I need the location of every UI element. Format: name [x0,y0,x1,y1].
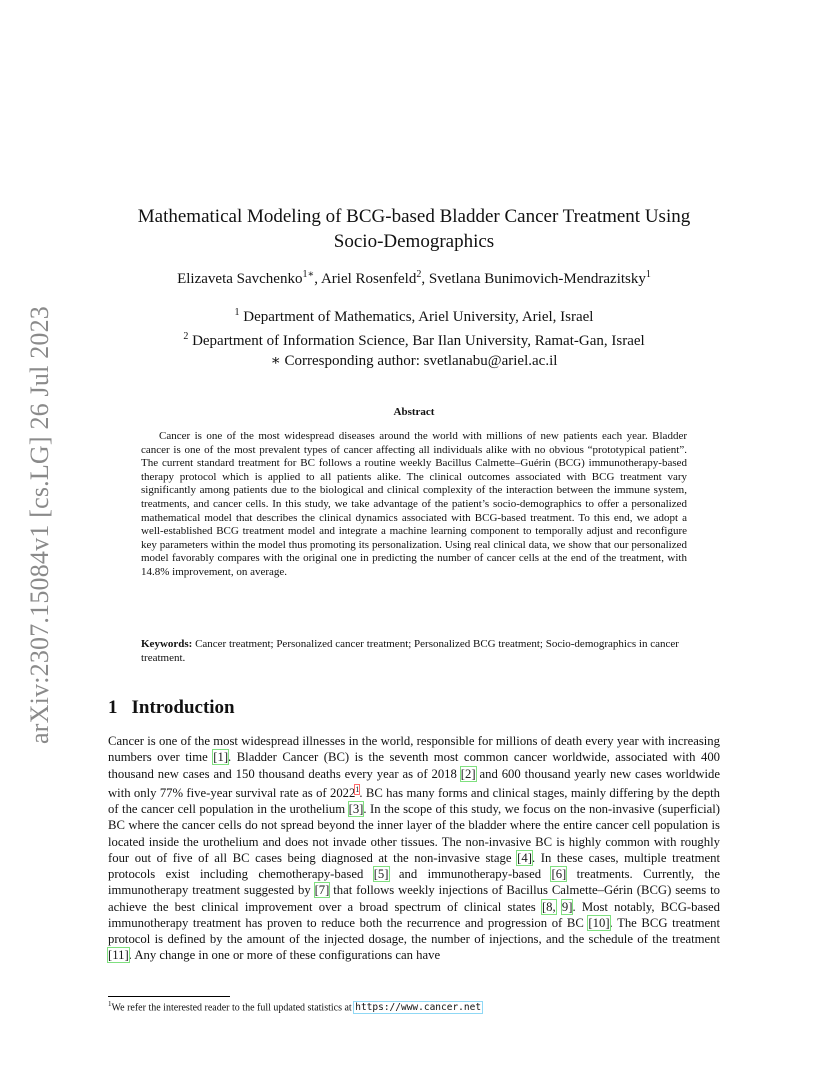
citation-link[interactable]: [8, [541,899,556,914]
arxiv-side-identifier [22,290,58,760]
keywords-label: Keywords: [141,638,193,650]
title-line-1: Mathematical Modeling of BCG-based Bladder Cancer Treatment Using [137,206,691,227]
keywords-text: Cancer treatment; Personalized cancer treatment; Personalized BCG treatment; Socio-demographics in cancer treatment. [141,638,679,664]
citation-link[interactable]: [3] [348,802,364,817]
keywords [141,637,687,665]
author-3-mark: 1 [645,269,651,280]
citation-link[interactable]: [5] [373,867,389,882]
affiliation-2: $^2$ Department of Information Science, Bar Ilan University, Ramat-Gan, Israel [183,331,645,349]
section-number: 1 [108,697,118,718]
citation-link[interactable]: [7] [314,883,330,898]
footnote [108,1000,482,1013]
author-1-mark: 1∗ [302,269,315,280]
footnote-number: 1 [108,1000,112,1008]
author-2-mark: 2 [416,269,422,280]
citation-link[interactable]: [10] [588,915,610,930]
footnote-url-link[interactable]: https://www.cancer.net [355,1002,482,1014]
section-title: Introduction [131,697,235,718]
footnote-text: We refer the interested reader to the full updated statistics at [111,1002,355,1014]
abstract-heading: Abstract [393,406,435,418]
citation-link[interactable]: [6] [551,867,567,882]
footnote-divider [108,996,230,997]
author-1: Elizaveta Savchenko [177,271,303,287]
corresponding-author: ∗ Corresponding author: svetlanabu@ariel.ac.il [270,353,558,369]
author-list: Elizaveta Savchenko$^{1∗}$, Ariel Rosenfeld$^2$, Svetlana Bunimovich-Mendrazitsky$^1$ [177,269,651,287]
author-3: Svetlana Bunimovich-Mendrazitsky [428,271,646,287]
citation-link[interactable]: [11] [108,948,129,963]
affiliation-1: $^1$ Department of Mathematics, Ariel University, Ariel, Israel [234,307,594,325]
introduction-paragraph: Cancer is one of the most widespread illnesses in the world, responsible for millions of death every year with increasing numbers over time [1]. Bladder Cancer (BC) is the seventh most common cancer worldwide, associated with 400 thousand new cases and 150 thousand deaths every year as of 2018 [2] and 600 thousand yearly new cases worldwide with only 77% five-year survival rate as of 2022$^1$. BC has many forms and clinical stages, mainly differing by the depth of the cancer cell population in the urothelium [3]. In the scope of this study, we focus on the non-invasive (superficial) BC where the cancer cells do not spread beyond the inner layer of the bladder where the entire cancer cell population is located inside the urothelium and does not invade other tissues. The non-invasive BC is highly common with roughly four out of five of all BC cases being diagnosed at the non-invasive stage [4]. In these cases, multiple treatment protocols exist including chemotherapy-based [5] and immunotherapy-based [6] treatments. Currently, the immunotherapy treatment suggested by [7] that follows weekly injections of Bacillus Calmette–Gérin (BCG) seems to achieve the best clinical improvement over a broad spectrum of clinical states [8, 9]. Most notably, BCG-based immunotherapy treatment has proven to reduce both the recurrence and progression of BC [10]. The BCG treatment protocol is defined by the amount of the injected dosage, the number of injections, and the schedule of the treatment [11]. Any change in one or more of these configurations can have [108,734,721,963]
citation-link[interactable]: 9] [561,899,573,914]
arxiv-identifier-text: arXiv:2307.15084v1 [cs.LG] 26 Jul 2023 [25,306,54,744]
citation-link[interactable]: [4] [517,850,532,865]
abstract-body: Cancer is one of the most widespread diseases around the world with millions of new patients each year. Bladder cancer is one of the most prevalent types of cancer affecting all individuals alike with no obvious “prototypical patient”. The current standard treatment for BC follows a routine weekly Bacillus Calmette–Guérin (BCG) immunotherapy-based therapy protocol which is applied to all patients alike. The clinical outcomes associated with BCG treatment vary significantly among patients due to the biological and clinical complexity of the interaction between the immune system, treatments, and cancer cells. In this study, we take advantage of the patient’s socio-demographics to offer a personalized mathematical model that describes the clinical dynamics associated with BCG-based treatment. To this end, we adopt a well-established BCG treatment model and integrate a machine learning component to temporally adjust and reconfigure key parameters within the model thus promoting its personalization. Using real clinical data, we show that our personalized model favorably compares with the original one in predicting the number of cancer cells at the end of the treatment, with 14.8% improvement, on average. [141,430,687,578]
section-heading [108,697,235,719]
citation-link[interactable]: [2] [460,766,476,781]
author-2: Ariel Rosenfeld [320,271,417,287]
citation-link[interactable]: [1] [213,750,229,765]
title-line-2: Socio-Demographics [333,231,495,252]
affiliations [108,303,720,371]
paper-title [108,204,720,254]
footnote-marker-link[interactable]: 1 [355,784,360,794]
